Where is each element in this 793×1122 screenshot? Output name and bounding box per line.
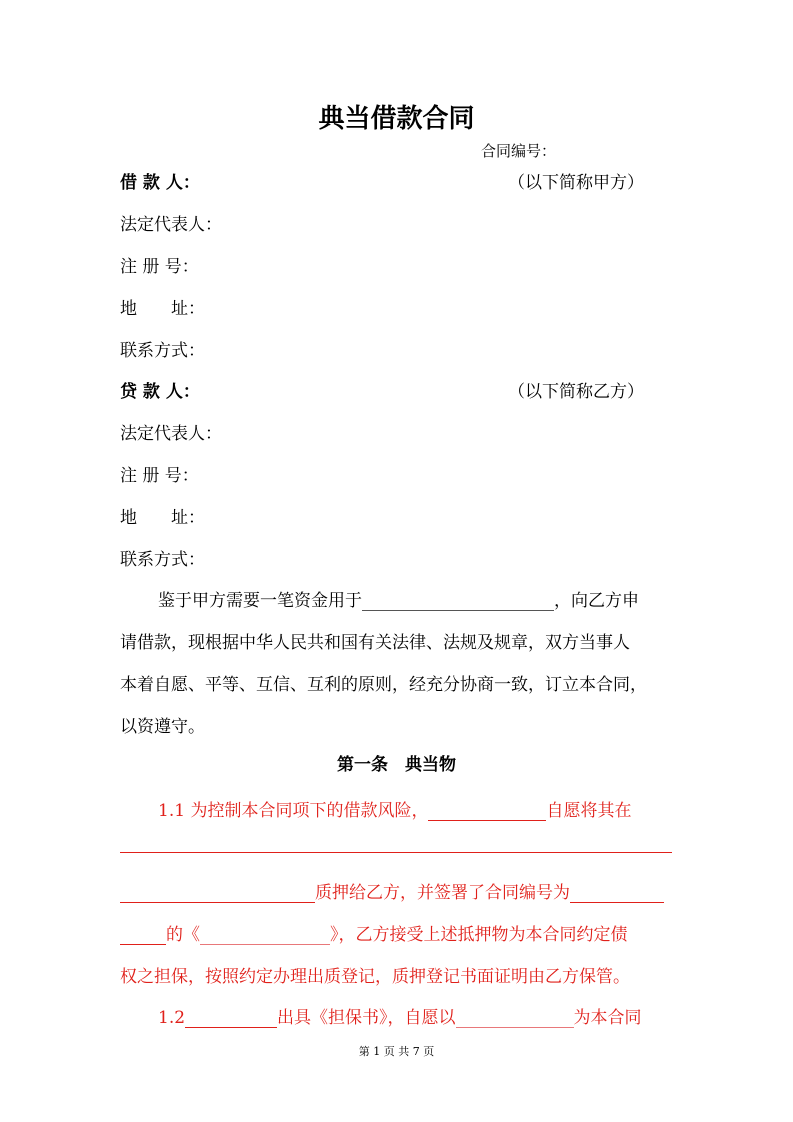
lender-registration: 注 册 号：	[120, 466, 199, 486]
preamble-line-4: 以资遵守。	[120, 717, 205, 737]
borrower-registration: 注 册 号：	[120, 257, 199, 277]
preamble-line-3: 本着自愿、平等、互信、互利的原则，经充分协商一致，订立本合同，	[120, 675, 647, 695]
borrower-label: 借 款 人：	[120, 173, 200, 193]
document-title: 典当借款合同	[318, 104, 475, 134]
clause-1-1-line-3: 的《 》，乙方接受上述抵押物为本合同约定债	[120, 920, 628, 945]
lender-representative: 法定代表人：	[120, 424, 222, 444]
borrower-note: （以下简称甲方）	[508, 173, 644, 193]
clause-1-1-line-4: 权之担保，按照约定办理出质登记，质押登记书面证明由乙方保管。	[120, 967, 630, 987]
preamble-line-2: 请借款，现根据中华人民共和国有关法律、法规及规章，双方当事人	[120, 633, 630, 653]
clause-1-1-line-2: 质押给乙方，并签署了合同编号为	[120, 878, 664, 903]
article-1-heading: 第一条 典当物	[337, 755, 456, 775]
guarantee-scope-blank[interactable]	[456, 1011, 574, 1028]
page-footer: 第 1 页 共 7 页	[358, 1045, 435, 1058]
clause-1-2-line-1: 1.2 出具《担保书》，自愿以 为本合同	[158, 1008, 642, 1028]
lender-label: 贷 款 人：	[120, 382, 200, 402]
lender-contact: 联系方式：	[120, 550, 205, 570]
borrower-representative: 法定代表人：	[120, 215, 222, 235]
borrower-address: 地 址：	[120, 299, 205, 319]
preamble-line-1: 鉴于甲方需要一笔资金用于 ，向乙方申	[158, 591, 639, 611]
guarantor-blank[interactable]	[185, 1011, 277, 1028]
lender-note: （以下简称乙方）	[508, 382, 644, 402]
pledge-item-blank[interactable]	[120, 886, 315, 903]
borrower-contact: 联系方式：	[120, 341, 205, 361]
purpose-blank[interactable]	[362, 594, 554, 611]
contract-number-blank[interactable]	[570, 886, 664, 903]
contract-number-blank-cont[interactable]	[120, 928, 166, 945]
clause-1-1-line-1: 1.1 为控制本合同项下的借款风险， 自愿将其在	[158, 801, 632, 821]
document-name-blank[interactable]	[200, 928, 330, 945]
lender-address: 地 址：	[120, 508, 205, 528]
pledge-item-blank-line[interactable]	[120, 852, 672, 853]
contract-number-label: 合同编号：	[481, 142, 557, 160]
pledgor-blank[interactable]	[428, 804, 546, 821]
